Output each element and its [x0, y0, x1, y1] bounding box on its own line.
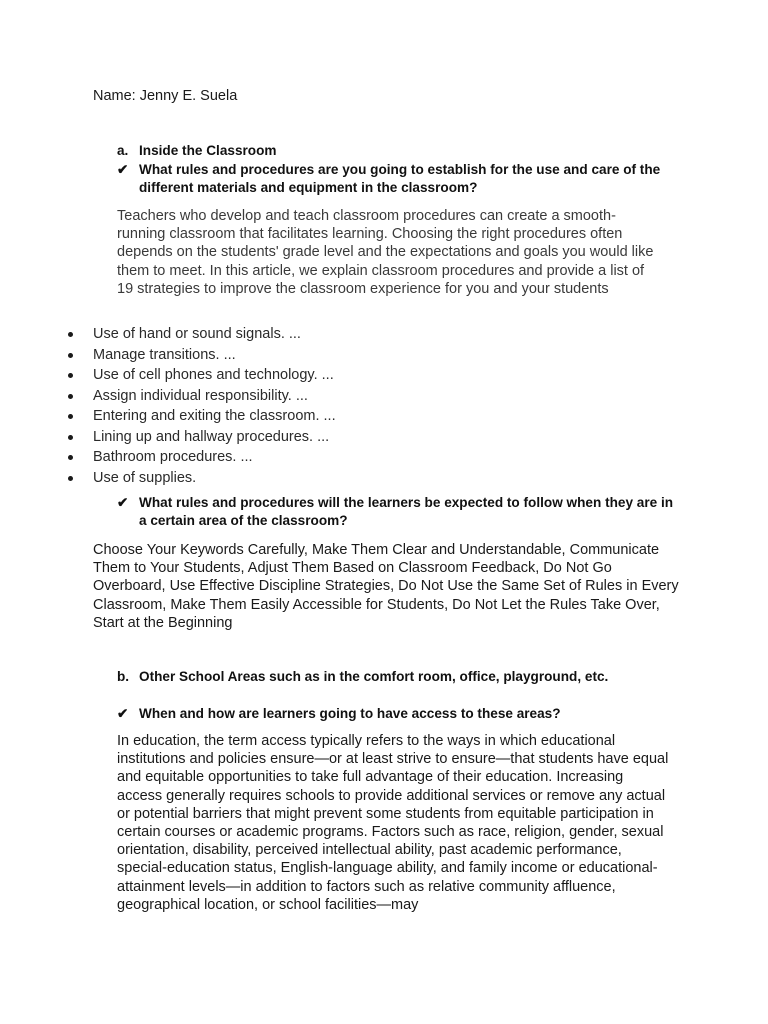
question-access — [117, 705, 677, 723]
list-item: Use of supplies. — [62, 468, 336, 489]
question-area-rules — [117, 494, 677, 530]
bullet-icon — [68, 394, 73, 399]
procedures-list — [62, 324, 336, 488]
bullet-icon — [68, 476, 73, 481]
checkmark-icon: ✔ — [117, 706, 129, 721]
question-text: When and how are learners going to have access to these areas? — [139, 706, 561, 721]
section-b-letter: b. — [117, 669, 130, 684]
list-item: Bathroom procedures. ... — [62, 447, 336, 468]
question-materials-rules — [117, 161, 677, 197]
section-a-title: Inside the Classroom — [139, 143, 277, 158]
list-item: Entering and exiting the classroom. ... — [62, 406, 336, 427]
bullet-icon — [68, 435, 73, 440]
list-item: Manage transitions. ... — [62, 345, 336, 366]
section-a-letter: a. — [117, 143, 129, 158]
bullet-icon — [68, 353, 73, 358]
checkmark-icon: ✔ — [117, 495, 129, 510]
answer-access: In education, the term access typically refers to the ways in which educational institutions and policies ensure—or at least strive to ensure—that students have equal and equitable opportunities to take full advantage of their education. Increasing access generally requires schools to provide additional services or remove any actual or potential barriers that might prevent some students from equitable participation in certain courses or academic programs. Factors such as race, religion, gender, sexual orientation, disability, perceived intellectual ability, past academic performance, special-education status, English-language ability, and family income or educational-attainment levels—in addition to factors such as relative community affluence, geographical location, or school facilities—may — [117, 733, 669, 913]
section-b-title: Other School Areas such as in the comfort room, office, playground, etc. — [139, 669, 609, 684]
bullet-icon — [68, 332, 73, 337]
bullet-icon — [68, 414, 73, 419]
list-item: Assign individual responsibility. ... — [62, 386, 336, 407]
answer-classroom-procedures: Teachers who develop and teach classroom procedures can create a smooth-running classroom that facilitates learning. Choosing the right procedures often depends on the students' grade level and the expectations and goals you would like them to meet. In this article, we explain classroom procedures and provide a list of 19 strategies to improve the classroom experience for you and your students — [117, 208, 654, 297]
bullet-icon — [68, 373, 73, 378]
bullet-icon — [68, 455, 73, 460]
checkmark-icon: ✔ — [117, 162, 129, 177]
list-item: Use of hand or sound signals. ... — [62, 324, 336, 345]
section-b-heading — [117, 669, 608, 684]
list-item: Lining up and hallway procedures. ... — [62, 427, 336, 448]
student-name: Name: Jenny E. Suela — [93, 88, 238, 104]
question-text: What rules and procedures will the learners be expected to follow when they are in a certain area of the classroom? — [139, 495, 674, 528]
answer-rules-strategies: Choose Your Keywords Carefully, Make Them Clear and Understandable, Communicate Them to Your Students, Adjust Them Based on Classroom Feedback, Do Not Go Overboard, Use Effective Discipline Strategies, Do Not Use the Same Set of Rules in Every Classroom, Make Them Easily Accessible for Students, Do Not Let the Rules Take Over, Start at the Beginning — [93, 542, 679, 631]
section-a-heading — [117, 143, 276, 158]
list-item: Use of cell phones and technology. ... — [62, 365, 336, 386]
question-text: What rules and procedures are you going to establish for the use and care of the different materials and equipment in the classroom? — [139, 162, 661, 195]
